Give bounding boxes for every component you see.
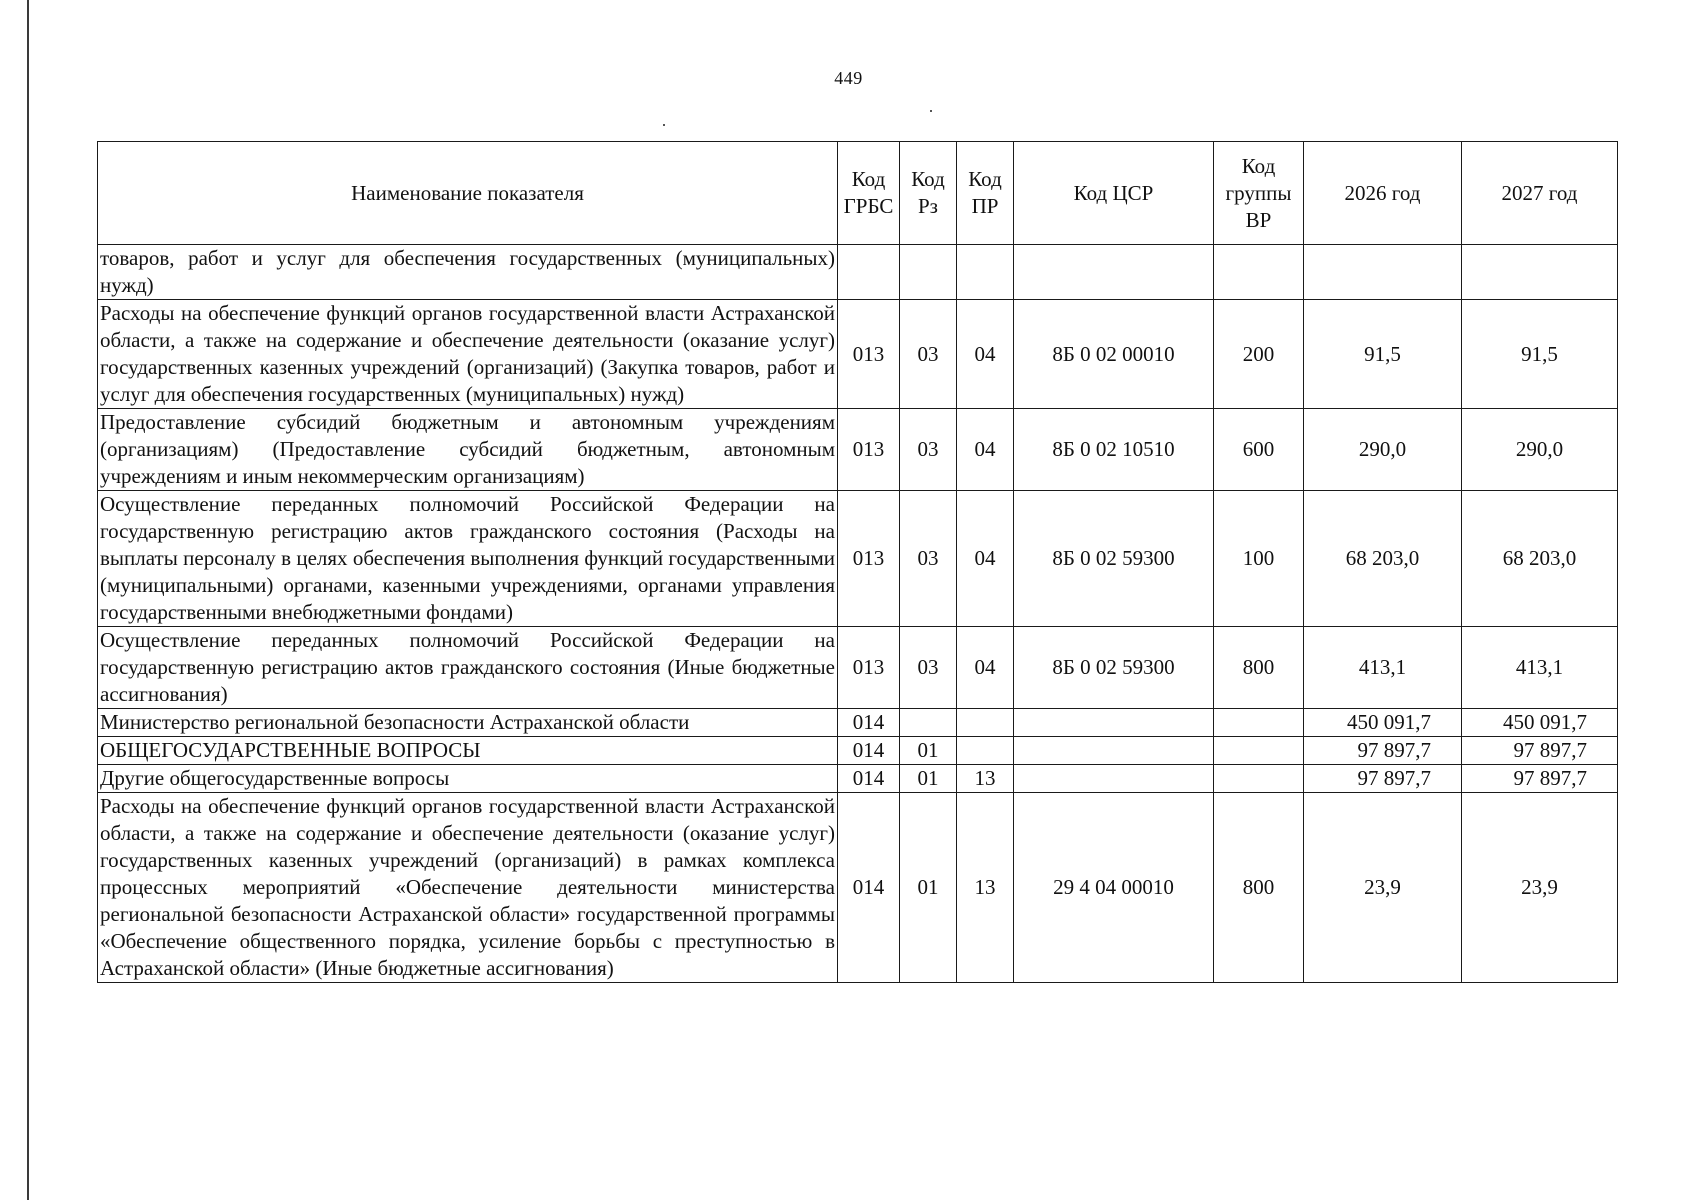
row-vr: 800 — [1214, 627, 1304, 709]
row-name: Расходы на обеспечение функций органов государственной власти Астраханской области, а также на содержание и обеспечение деятельности (оказание услуг) государственных казенных учреждений (организаций) в рамках комплекса процессных мероприятий «Обеспечение деятельности министерства региональной безопасности Астраханской области» государственной программы «Обеспечение общественного порядка, усиление борьбы с преступностью в Астраханской области» (Иные бюджетные ассигнования) — [98, 793, 838, 983]
row-name: товаров, работ и услуг для обеспечения государственных (муниципальных) нужд) — [98, 245, 838, 300]
row-2026: 450 091,7 — [1304, 709, 1462, 737]
row-2027: 290,0 — [1462, 409, 1618, 491]
header-2027: 2027 год — [1462, 142, 1618, 245]
row-vr — [1214, 709, 1304, 737]
table-row — [98, 765, 1618, 793]
row-grbs: 014 — [838, 709, 900, 737]
table-header-row — [98, 142, 1618, 245]
budget-table-container — [97, 141, 1617, 983]
header-csr: Код ЦСР — [1014, 142, 1214, 245]
row-2026: 91,5 — [1304, 300, 1462, 409]
row-name: Расходы на обеспечение функций органов государственной власти Астраханской области, а также на содержание и обеспечение деятельности (оказание услуг) государственных казенных учреждений (организаций) (Закупка товаров, работ и услуг для обеспечения государственных (муниципальных) нужд) — [98, 300, 838, 409]
row-rz: 01 — [900, 765, 957, 793]
row-vr: 800 — [1214, 793, 1304, 983]
row-csr: 8Б 0 02 59300 — [1014, 627, 1214, 709]
row-grbs: 013 — [838, 300, 900, 409]
row-rz: 03 — [900, 300, 957, 409]
header-rz: Код Рз — [900, 142, 957, 245]
row-rz: 01 — [900, 737, 957, 765]
row-grbs: 014 — [838, 765, 900, 793]
table-row — [98, 409, 1618, 491]
row-2026 — [1304, 245, 1462, 300]
row-csr — [1014, 709, 1214, 737]
row-rz — [900, 709, 957, 737]
row-2026: 23,9 — [1304, 793, 1462, 983]
row-pr: 04 — [957, 491, 1014, 627]
row-csr: 29 4 04 00010 — [1014, 793, 1214, 983]
row-vr — [1214, 245, 1304, 300]
table-row — [98, 245, 1618, 300]
row-name: Осуществление переданных полномочий Российской Федерации на государственную регистрацию актов гражданского состояния (Расходы на выплаты персоналу в целях обеспечения выполнения функций государственными (муниципальными) органами, казенными учреждениями, органами управления государственными внебюджетными фондами) — [98, 491, 838, 627]
row-rz: 03 — [900, 409, 957, 491]
row-pr — [957, 245, 1014, 300]
table-row — [98, 709, 1618, 737]
row-pr: 13 — [957, 793, 1014, 983]
row-2026: 290,0 — [1304, 409, 1462, 491]
scan-speck — [930, 110, 932, 112]
table-row — [98, 491, 1618, 627]
row-pr: 04 — [957, 409, 1014, 491]
row-pr: 04 — [957, 300, 1014, 409]
row-rz: 01 — [900, 793, 957, 983]
row-csr — [1014, 245, 1214, 300]
row-grbs: 014 — [838, 737, 900, 765]
row-pr: 13 — [957, 765, 1014, 793]
row-rz: 03 — [900, 627, 957, 709]
row-2027: 97 897,7 — [1462, 765, 1618, 793]
row-vr: 600 — [1214, 409, 1304, 491]
row-2027: 68 203,0 — [1462, 491, 1618, 627]
row-name: ОБЩЕГОСУДАРСТВЕННЫЕ ВОПРОСЫ — [98, 737, 838, 765]
row-vr — [1214, 765, 1304, 793]
row-csr: 8Б 0 02 10510 — [1014, 409, 1214, 491]
row-pr — [957, 709, 1014, 737]
page-number: 449 — [834, 68, 863, 88]
row-2027: 91,5 — [1462, 300, 1618, 409]
row-2026: 97 897,7 — [1304, 765, 1462, 793]
row-rz — [900, 245, 957, 300]
row-pr: 04 — [957, 627, 1014, 709]
table-row — [98, 300, 1618, 409]
row-2027: 413,1 — [1462, 627, 1618, 709]
row-vr: 200 — [1214, 300, 1304, 409]
row-name: Министерство региональной безопасности Астраханской области — [98, 709, 838, 737]
row-grbs — [838, 245, 900, 300]
row-name: Осуществление переданных полномочий Российской Федерации на государственную регистрацию актов гражданского состояния (Иные бюджетные ассигнования) — [98, 627, 838, 709]
row-grbs: 013 — [838, 627, 900, 709]
row-csr — [1014, 765, 1214, 793]
table-row — [98, 793, 1618, 983]
row-name: Другие общегосударственные вопросы — [98, 765, 838, 793]
row-2026: 413,1 — [1304, 627, 1462, 709]
scan-speck — [663, 124, 665, 126]
row-2027: 97 897,7 — [1462, 737, 1618, 765]
row-vr — [1214, 737, 1304, 765]
row-grbs: 013 — [838, 409, 900, 491]
row-pr — [957, 737, 1014, 765]
header-pr: Код ПР — [957, 142, 1014, 245]
row-2027 — [1462, 245, 1618, 300]
header-2026: 2026 год — [1304, 142, 1462, 245]
row-grbs: 013 — [838, 491, 900, 627]
row-2027: 450 091,7 — [1462, 709, 1618, 737]
row-csr: 8Б 0 02 59300 — [1014, 491, 1214, 627]
row-csr: 8Б 0 02 00010 — [1014, 300, 1214, 409]
table-row — [98, 737, 1618, 765]
header-grbs: Код ГРБС — [838, 142, 900, 245]
header-vr: Код группы ВР — [1214, 142, 1304, 245]
scan-edge-line — [27, 0, 29, 1200]
row-name: Предоставление субсидий бюджетным и автономным учреждениям (организациям) (Предоставление субсидий бюджетным, автономным учреждениям и иным некоммерческим организациям) — [98, 409, 838, 491]
budget-table — [97, 141, 1618, 983]
row-csr — [1014, 737, 1214, 765]
row-2027: 23,9 — [1462, 793, 1618, 983]
row-2026: 97 897,7 — [1304, 737, 1462, 765]
row-vr: 100 — [1214, 491, 1304, 627]
header-name: Наименование показателя — [98, 142, 838, 245]
row-rz: 03 — [900, 491, 957, 627]
row-grbs: 014 — [838, 793, 900, 983]
row-2026: 68 203,0 — [1304, 491, 1462, 627]
table-row — [98, 627, 1618, 709]
